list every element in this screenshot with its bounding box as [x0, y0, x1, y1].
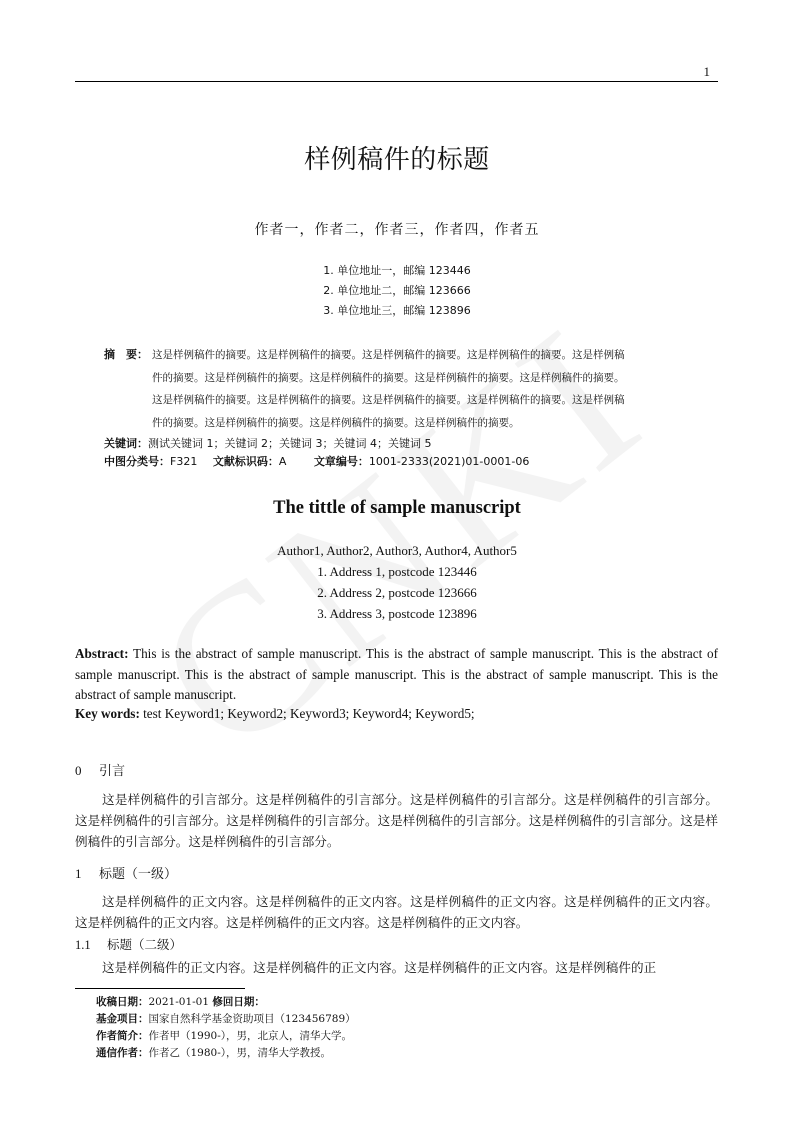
doc-code-value: A	[278, 455, 287, 468]
subsection-title: 标题（二级）	[107, 937, 183, 952]
abstract-cn-line: 这是样例稿件的摘要。这是样例稿件的摘要。这是样例稿件的摘要。这是样例稿件的摘要。这是样例稿	[152, 349, 625, 361]
corresponding-value: 作者乙（1980-），男，清华大学教授。	[148, 1047, 332, 1059]
page-title: 样例稿件的标题	[304, 145, 490, 175]
abstract-cn-line: 这是样例稿件的摘要。这是样例稿件的摘要。这是样例稿件的摘要。这是样例稿件的摘要。这是样例稿	[152, 394, 625, 406]
affiliation-en-item: 2. Address 2, postcode 123666	[317, 585, 477, 600]
clc-value: F321	[170, 455, 198, 468]
abstract-cn-label: 摘 要：	[104, 348, 148, 361]
footnote-dates	[96, 994, 356, 1011]
section-heading	[75, 760, 125, 779]
abstract-cn	[104, 344, 704, 434]
section-number: 0	[75, 763, 82, 778]
article-no-label: 文章编号：	[313, 455, 369, 468]
footnotes	[96, 994, 356, 1062]
affiliation-en-item: 3. Address 3, postcode 123896	[317, 606, 477, 621]
footnote-rule	[75, 988, 245, 989]
subsection-number: 1.1	[75, 938, 91, 952]
abstract-cn-line: 件的摘要。这是样例稿件的摘要。这是样例稿件的摘要。这是样例稿件的摘要。这是样例稿件的摘要。	[152, 371, 625, 384]
affiliations-cn	[0, 261, 794, 321]
page-number: 1	[703, 64, 710, 79]
footnote-corresponding	[96, 1045, 356, 1062]
affiliation-item: 1. 单位地址一，邮编 123446	[323, 264, 471, 277]
section-heading	[75, 863, 177, 882]
section-title: 引言	[99, 764, 126, 779]
affiliation-en-item: 1. Address 1, postcode 123446	[317, 564, 477, 579]
received-value: 2021-01-01	[148, 996, 210, 1008]
fund-value: 国家自然科学基金资助项目（123456789）	[148, 1013, 356, 1025]
keywords-cn-label: 关键词：	[104, 437, 148, 450]
section-number: 1	[75, 866, 82, 881]
authors-en: Author1, Author2, Author3, Author4, Author5	[277, 543, 517, 558]
corresponding-label: 通信作者：	[96, 1047, 149, 1059]
keywords-en	[75, 706, 475, 722]
abstract-en	[75, 644, 718, 706]
author-bio-value: 作者甲（1990-），男，北京人，清华大学。	[148, 1030, 353, 1042]
received-label: 收稿日期：	[96, 996, 149, 1008]
english-authors-block	[0, 540, 794, 624]
keywords-cn-value: 测试关键词 1；关键词 2；关键词 3；关键词 4；关键词 5	[148, 437, 432, 450]
abstract-en-text: This is the abstract of sample manuscript. This is the abstract of sample manuscript. This is the abstract of sample manuscript. This is the abstract of sample manuscript. This is the abstract of sample manuscript. This is the abstract of sample manuscript.	[75, 646, 719, 702]
doc-code-label: 文献标识码：	[212, 455, 279, 468]
classification-line	[104, 453, 529, 469]
keywords-cn	[104, 435, 431, 451]
affiliation-item: 3. 单位地址三，邮编 123896	[323, 304, 471, 317]
header-rule	[75, 81, 718, 82]
section-paragraph: 这是样例稿件的正文内容。这是样例稿件的正文内容。这是样例稿件的正文内容。这是样例稿件的正文内容。这是样例稿件的正文内容。这是样例稿件的正文内容。这是样例稿件的正文内容。	[75, 894, 718, 930]
section-title: 标题（一级）	[99, 867, 178, 882]
keywords-en-value: test Keyword1; Keyword2; Keyword3; Keyword4; Keyword5;	[143, 706, 475, 721]
fund-label: 基金项目：	[96, 1013, 149, 1025]
clc-label: 中图分类号：	[104, 455, 170, 468]
subsection-heading	[75, 935, 182, 953]
article-no-value: 1001-2333(2021)01-0001-06	[368, 455, 530, 468]
abstract-en-label: Abstract:	[75, 646, 129, 661]
authors-cn: 作者一，作者二，作者三，作者四，作者五	[254, 222, 540, 238]
revised-label: 修回日期：	[212, 996, 265, 1008]
section-paragraph: 这是样例稿件的正文内容。这是样例稿件的正文内容。这是样例稿件的正文内容。这是样例稿件的正	[102, 960, 657, 975]
footnote-author	[96, 1028, 356, 1045]
abstract-cn-line: 件的摘要。这是样例稿件的摘要。这是样例稿件的摘要。这是样例稿件的摘要。	[152, 416, 520, 429]
affiliation-item: 2. 单位地址二，邮编 123666	[323, 284, 471, 297]
footnote-fund	[96, 1011, 356, 1028]
section-paragraph: 这是样例稿件的引言部分。这是样例稿件的引言部分。这是样例稿件的引言部分。这是样例稿件的引言部分。这是样例稿件的引言部分。这是样例稿件的引言部分。这是样例稿件的引言部分。这是样例稿件的引言部分。这是样例稿件的引言部分。这是样例稿件的引言部分。	[75, 792, 718, 849]
keywords-en-label: Key words:	[75, 706, 140, 721]
author-bio-label: 作者简介：	[96, 1030, 149, 1042]
english-title: The tittle of sample manuscript	[273, 498, 521, 518]
